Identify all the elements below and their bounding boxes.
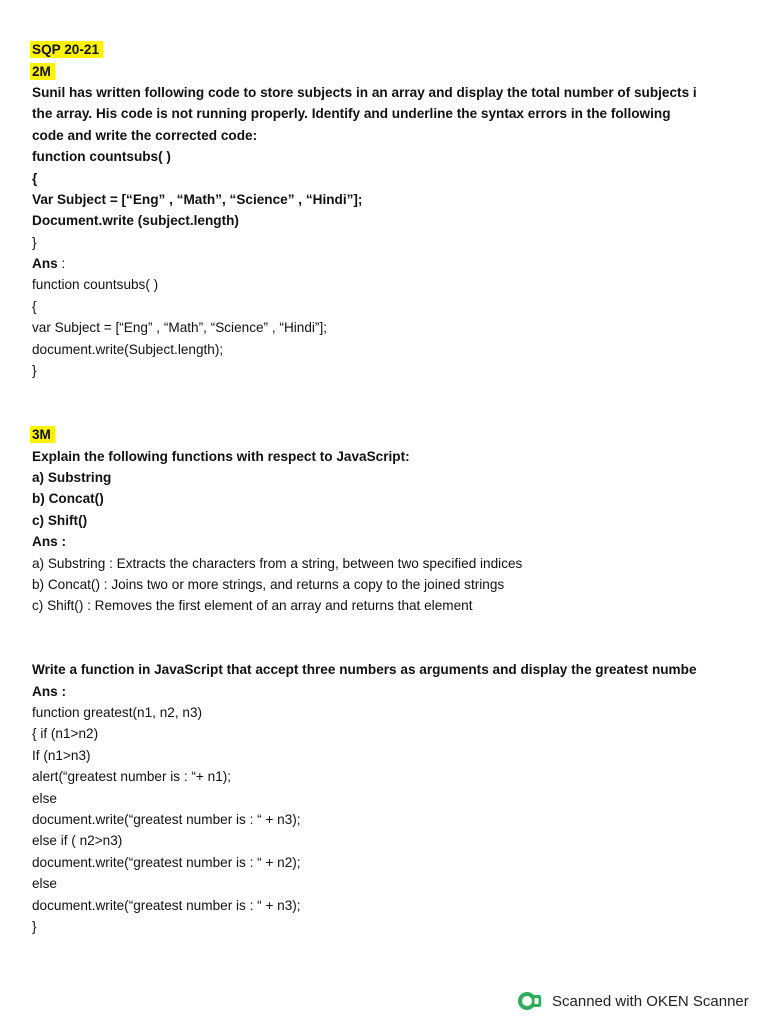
answer-line: alert(“greatest number is : “+ n1); [32,769,232,784]
answer-line: else [32,791,57,806]
question-line: a) Substring [32,470,112,485]
marks-2m: 2M [32,64,55,80]
sqp-label: SQP 20-21 [32,42,103,58]
answer-line: else if ( n2>n3) [32,833,123,848]
answer-line: else [32,876,57,891]
question-line: c) Shift() [32,513,88,528]
answer-line: b) Concat() : Joins two or more strings, and returns a copy to the joined strings [32,577,505,592]
marks-3m: 3M [32,427,55,443]
oken-scanner-logo-icon [517,991,543,1011]
answer-line: c) Shift() : Removes the first element of an array and returns that element [32,598,473,613]
answer-label: Ans : [32,534,66,549]
question-line: Write a function in JavaScript that accept three numbers as arguments and display the greatest numbe [32,662,697,677]
answer-line: var Subject = [“Eng” , “Math”, “Science” , “Hindi”]; [32,320,328,335]
answer-line: document.write(Subject.length); [32,342,224,357]
code-line: function countsubs( ) [32,149,171,164]
answer-line: function countsubs( ) [32,277,159,292]
code-line: } [32,235,37,250]
answer-label: Ans : [32,684,66,699]
question-line: Sunil has written following code to store subjects in an array and display the total number of subjects i [32,85,697,100]
question-line: Explain the following functions with respect to JavaScript: [32,449,410,464]
answer-line: a) Substring : Extracts the characters from a string, between two specified indices [32,556,523,571]
code-line: Var Subject = [“Eng” , “Math”, “Science” , “Hindi”]; [32,192,363,207]
question-line: the array. His code is not running properly. Identify and underline the syntax errors in the following [32,106,671,121]
answer-label: Ans : [32,256,66,271]
answer-line: If (n1>n3) [32,748,91,763]
answer-line: document.write(“greatest number is : “ + n3); [32,812,301,827]
question-line: code and write the corrected code: [32,128,258,143]
code-line: Document.write (subject.length) [32,213,239,228]
answer-line: function greatest(n1, n2, n3) [32,705,203,720]
answer-line: } [32,363,37,378]
answer-line: document.write(“greatest number is : “ + n3); [32,898,301,913]
answer-line: { if (n1>n2) [32,726,99,741]
scanner-watermark [517,991,749,1011]
answer-line: { [32,299,37,314]
question-line: b) Concat() [32,491,104,506]
watermark-text: Scanned with OKEN Scanner [552,992,749,1010]
answer-line: document.write(“greatest number is : “ + n2); [32,855,301,870]
code-line: { [32,171,38,186]
answer-line: } [32,919,37,934]
